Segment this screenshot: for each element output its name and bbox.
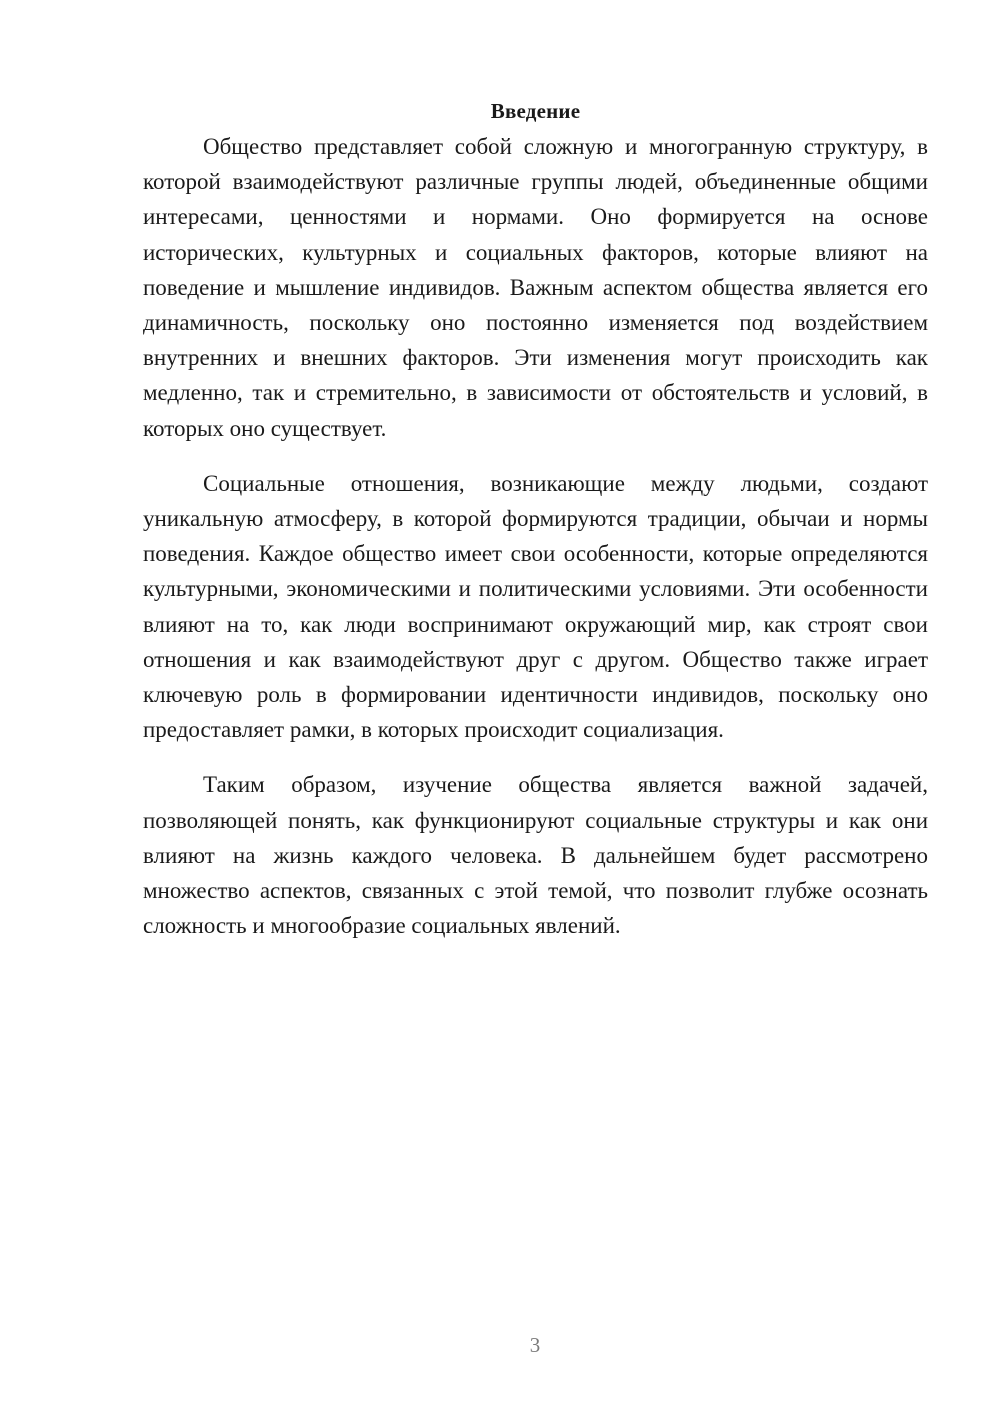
page-content — [143, 95, 928, 963]
paragraph-2: Социальные отношения, возникающие между людьми, создают уникальную атмосферу, в которой формируются традиции, обычаи и нормы поведения. Каждое общество имеет свои особенности, которые определяются культурными, экономическими и политическими условиями. Эти особенности влияют на то, как люди воспринимают окружающий мир, как строят свои отношения и как взаимодействуют друг с другом. Общество также играет ключевую роль в формировании идентичности индивидов, поскольку оно предоставляет рамки, в которых происходит социализация. — [143, 470, 928, 743]
paragraph-1: Общество представляет собой сложную и многогранную структуру, в которой взаимодействуют различные группы людей, объединенные общими интересами, ценностями и нормами. Оно формируется на основе исторических, культурных и социальных факторов, которые влияют на поведение и мышление индивидов. Важным аспектом общества является его динамичность, поскольку оно постоянно изменяется под воздействием внутренних и внешних факторов. Эти изменения могут происходить как медленно, так и стремительно, в зависимости от обстоятельств и условий, в которых оно существует. — [143, 134, 928, 441]
page-number: 3 — [529, 1333, 541, 1357]
section-heading: Введение — [490, 99, 581, 123]
paragraph-3: Таким образом, изучение общества является важной задачей, позволяющей понять, как функционируют социальные структуры и как они влияют на жизнь каждого человека. В дальнейшем будет рассмотрено множество аспектов, связанных с этой темой, что позволит глубже осознать сложность и многообразие социальных явлений. — [143, 772, 928, 939]
